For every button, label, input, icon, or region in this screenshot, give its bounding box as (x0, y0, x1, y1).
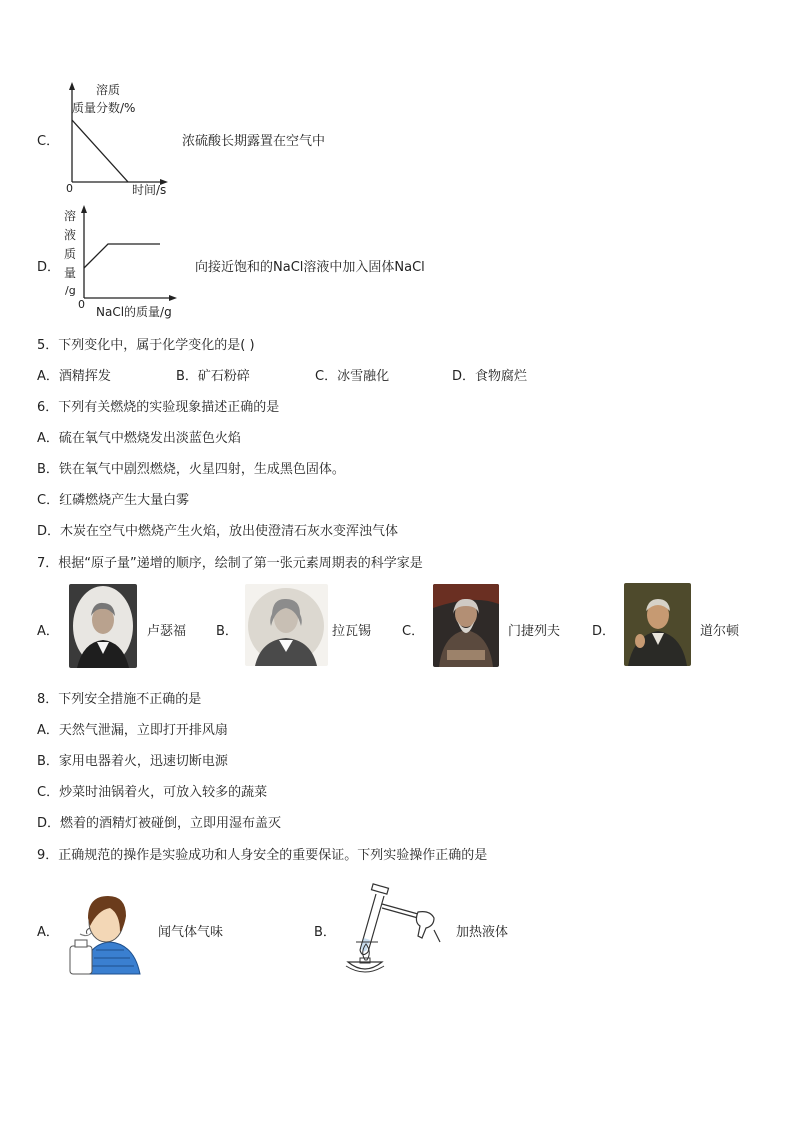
q6-option-d: D．木炭在空气中燃烧产生火焰，放出使澄清石灰水变浑浊气体 (37, 524, 399, 539)
q9-smelling-illustration (66, 888, 144, 976)
q7-letter-a: A． (37, 624, 59, 639)
q7-portrait-mendeleev (433, 584, 499, 667)
q5-option-c: C．冰雪融化 (315, 369, 390, 384)
q6-option-b: B．铁在氧气中剧烈燃烧，火星四射，生成黑色固体。 (37, 462, 345, 477)
q4d-ylabel-2: 液 (64, 228, 77, 242)
q9-heating-illustration (338, 880, 442, 976)
q4c-origin: 0 (66, 182, 73, 195)
q4d-ylabel-5: /g (65, 284, 76, 297)
q8-option-d: D．燃着的酒精灯被碰倒，立即用湿布盖灭 (37, 816, 282, 831)
q5-option-b: B．矿石粉碎 (176, 369, 250, 384)
q4d-x-arrow (169, 295, 177, 301)
q4c-desc: 浓硫酸长期露置在空气中 (182, 134, 326, 149)
q4c-letter: C． (37, 134, 60, 149)
q4d-ylabel-4: 量 (64, 266, 77, 280)
q4d-letter: D． (37, 260, 61, 275)
q8-stem: 8．下列安全措施不正确的是 (37, 692, 202, 707)
q9-stem: 9．正确规范的操作是实验成功和人身安全的重要保证。下列实验操作正确的是 (37, 848, 488, 863)
q9-caption-b: 加热液体 (456, 925, 509, 940)
q7-stem: 7．根据“原子量”递增的顺序，绘制了第一张元素周期表的科学家是 (37, 556, 423, 571)
q4c-ylabel-1: 溶质 (96, 83, 121, 97)
q6-stem: 6．下列有关燃烧的实验现象描述正确的是 (37, 400, 280, 415)
q4d-desc: 向接近饱和的NaCl溶液中加入固体NaCl (195, 260, 425, 275)
q6-option-a: A．硫在氧气中燃烧发出淡蓝色火焰 (37, 431, 241, 446)
q4c-xlabel: 时间/s (132, 183, 167, 197)
q5-stem: 5．下列变化中，属于化学变化的是( ) (37, 338, 255, 353)
q5-option-a: A．酒精挥发 (37, 369, 111, 384)
q6-option-c: C．红磷燃烧产生大量白雾 (37, 493, 190, 508)
q7-letter-d: D． (592, 624, 616, 639)
q4d-origin: 0 (78, 298, 85, 311)
q9-letter-a: A． (37, 925, 59, 940)
q7-name-d: 道尔顿 (700, 624, 740, 639)
q4c-y-arrow (69, 82, 75, 90)
q4d-ylabel-3: 质 (64, 247, 77, 261)
q4d-y-arrow (81, 205, 87, 213)
q4d-curve (84, 244, 160, 268)
q7-name-c: 门捷列夫 (508, 624, 561, 639)
q4c-graph (60, 80, 180, 200)
q7-portrait-dalton (624, 583, 691, 666)
q7-name-b: 拉瓦锡 (332, 624, 372, 639)
q8-option-a: A．天然气泄漏，立即打开排风扇 (37, 723, 228, 738)
q4c-curve (72, 120, 128, 182)
q7-portrait-rutherford (69, 584, 137, 668)
q8-option-c: C．炒菜时油锅着火，可放入较多的蔬菜 (37, 785, 268, 800)
q5-option-d: D．食物腐烂 (452, 369, 528, 384)
q7-letter-c: C． (402, 624, 425, 639)
q4d-ylabel-1: 溶 (64, 209, 77, 223)
q9-caption-a: 闻气体气味 (158, 925, 224, 940)
q9-letter-b: B． (314, 925, 336, 940)
q8-option-b: B．家用电器着火，迅速切断电源 (37, 754, 228, 769)
q7-letter-b: B． (216, 624, 238, 639)
q4c-ylabel-2: 质量分数/% (72, 101, 136, 115)
q7-name-a: 卢瑟福 (147, 624, 187, 639)
q4d-xlabel: NaCl的质量/g (96, 305, 172, 319)
q7-portrait-lavoisier (245, 584, 328, 666)
q4d-graph (60, 202, 190, 320)
